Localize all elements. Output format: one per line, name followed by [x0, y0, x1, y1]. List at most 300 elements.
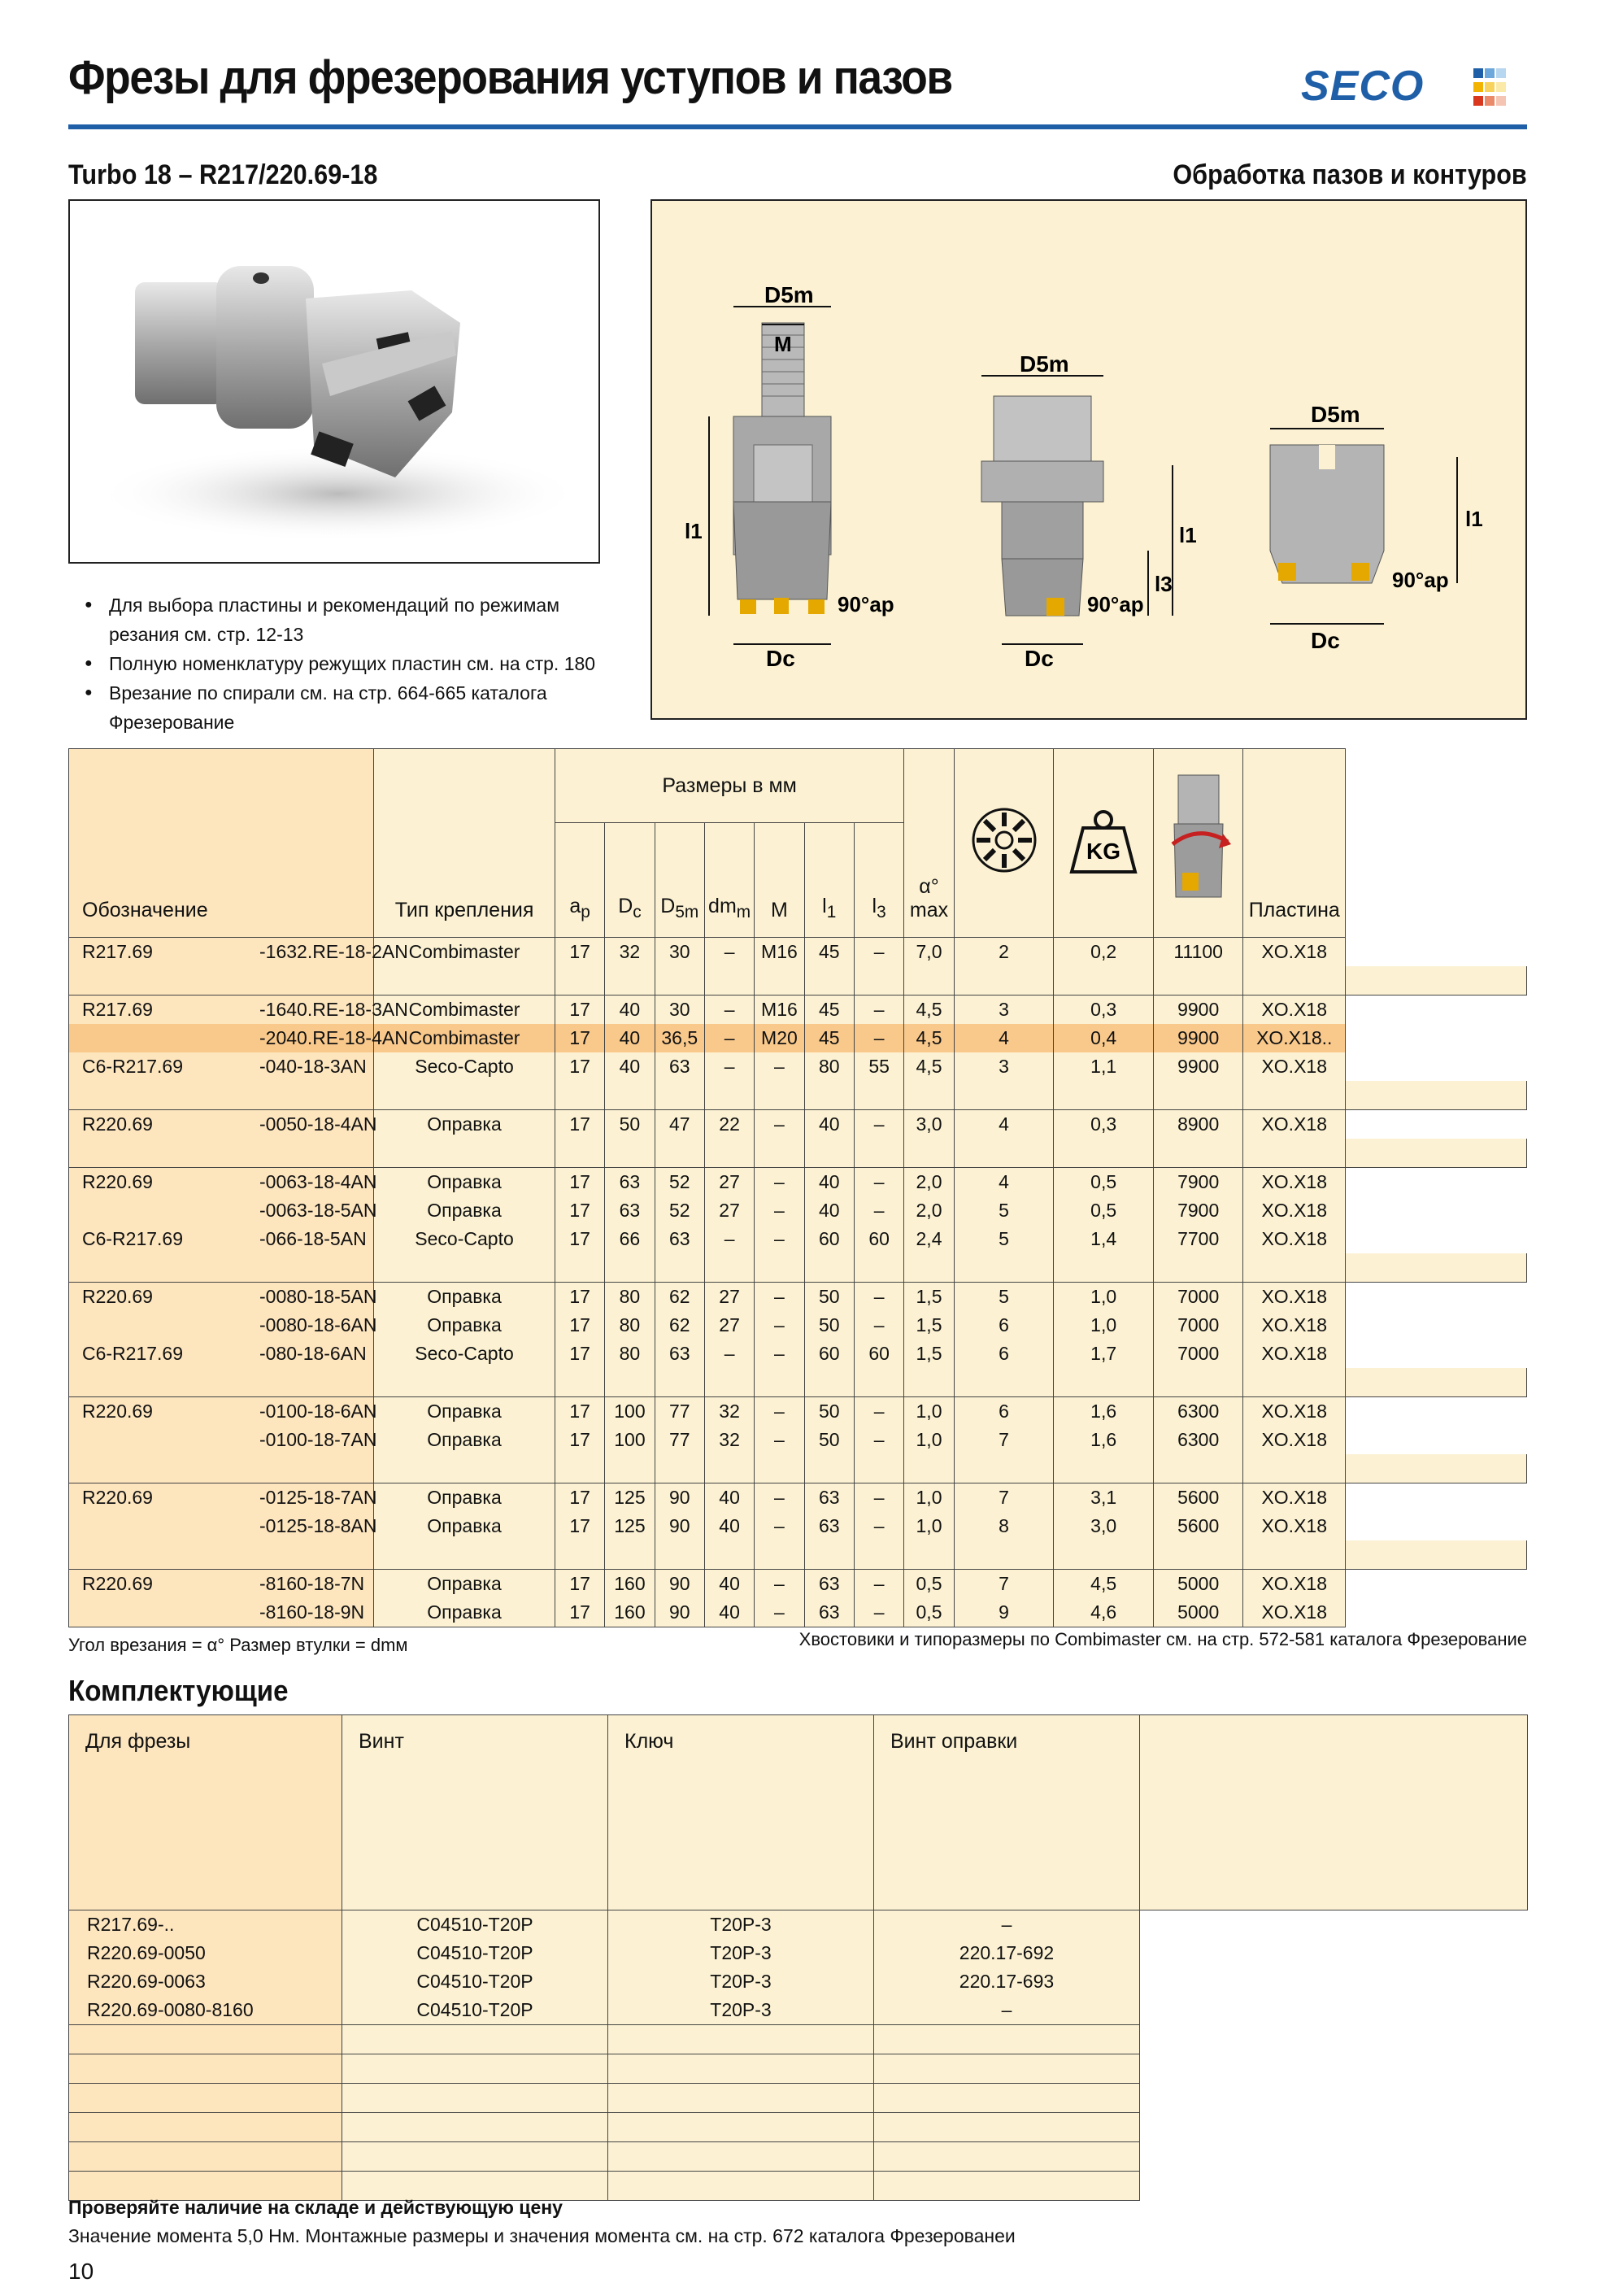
- clamping-cell: Combimaster: [374, 1024, 555, 1052]
- weight-cell: 3,1: [1054, 1483, 1154, 1513]
- insert-cell: XO.X18: [1243, 1196, 1346, 1225]
- acc-cutter-cell: R220.69-0080-8160: [69, 1996, 342, 2025]
- accessories-table: [68, 1714, 1528, 2201]
- rpm-cell: 5000: [1153, 1570, 1242, 1599]
- dc-cell: 40: [605, 996, 655, 1025]
- m-cell: –: [755, 1196, 804, 1225]
- l3-cell: –: [854, 1168, 903, 1197]
- rpm-cell: 5000: [1153, 1598, 1242, 1627]
- rpm-cell: 7700: [1153, 1225, 1242, 1253]
- designation-prefix: R217.69: [82, 999, 153, 1020]
- designation-cell: [69, 1052, 374, 1081]
- teeth-cell: 3: [954, 1052, 1054, 1081]
- l3-cell: –: [854, 1598, 903, 1627]
- designation-prefix: R217.69: [82, 941, 153, 962]
- dc-cell: 32: [605, 938, 655, 967]
- d5m-cell: 63: [655, 1225, 704, 1253]
- technical-drawing: [651, 199, 1527, 720]
- designation-code: -8160-18-9N: [259, 1601, 365, 1623]
- footnote-left: Угол врезания = α° Размер втулки = dmм: [68, 1635, 408, 1655]
- tools-table-body: [69, 938, 1527, 1627]
- d5m-cell: 90: [655, 1483, 704, 1513]
- alpha-cell: 0,5: [904, 1598, 954, 1627]
- logo-text: SECO: [1301, 63, 1425, 110]
- insert-cell: XO.X18: [1243, 1311, 1346, 1340]
- ap-cell: 17: [555, 1598, 604, 1627]
- ap-cell: 17: [555, 1512, 604, 1540]
- l1-cell: 50: [804, 1397, 854, 1427]
- m-cell: –: [755, 1168, 804, 1197]
- ap-cell: 17: [555, 1570, 604, 1599]
- table-row: [69, 1426, 1527, 1454]
- ap-cell: 17: [555, 1426, 604, 1454]
- l1-cell: 45: [804, 938, 854, 967]
- rpm-cell: 5600: [1153, 1512, 1242, 1540]
- label-angle-ap-3: 90°ap: [1392, 568, 1449, 592]
- d5m-cell: 63: [655, 1340, 704, 1368]
- insert-cell: XO.X18: [1243, 1168, 1346, 1197]
- weight-cell: 0,2: [1054, 938, 1154, 967]
- teeth-cell: 5: [954, 1225, 1054, 1253]
- ap-cell: 17: [555, 1110, 604, 1139]
- teeth-cell: 3: [954, 996, 1054, 1025]
- weight-cell: 1,0: [1054, 1311, 1154, 1340]
- m-cell: –: [755, 1225, 804, 1253]
- teeth-cell: 7: [954, 1570, 1054, 1599]
- ap-cell: 17: [555, 1196, 604, 1225]
- table-row: [69, 1598, 1527, 1627]
- m-cell: –: [755, 1311, 804, 1340]
- weight-cell: 1,6: [1054, 1426, 1154, 1454]
- m-cell: –: [755, 1283, 804, 1312]
- tools-table: [68, 748, 1527, 1627]
- l3-cell: –: [854, 1570, 903, 1599]
- m-cell: –: [755, 1397, 804, 1427]
- table-row: [69, 1397, 1527, 1427]
- ap-cell: 17: [555, 1311, 604, 1340]
- d5m-cell: 30: [655, 996, 704, 1025]
- insert-cell: XO.X18: [1243, 996, 1346, 1025]
- weight-cell: 0,4: [1054, 1024, 1154, 1052]
- acc-empty-column: [1140, 1715, 1528, 1910]
- acc-header-cutter: Для фрезы: [69, 1715, 342, 1910]
- d5m-cell: 77: [655, 1397, 704, 1427]
- alpha-cell: 2,0: [904, 1168, 954, 1197]
- l1-cell: 63: [804, 1570, 854, 1599]
- ap-cell: 17: [555, 1283, 604, 1312]
- l3-cell: –: [854, 1512, 903, 1540]
- m-cell: –: [755, 1110, 804, 1139]
- product-photo: [68, 199, 600, 564]
- dc-cell: 125: [605, 1512, 655, 1540]
- header-l3: $l_3$: [854, 823, 903, 938]
- insert-cell: XO.X18: [1243, 1598, 1346, 1627]
- teeth-cell: 6: [954, 1397, 1054, 1427]
- l1-cell: 63: [804, 1512, 854, 1540]
- dmm-cell: –: [704, 938, 754, 967]
- m-cell: –: [755, 1598, 804, 1627]
- teeth-cell: 4: [954, 1024, 1054, 1052]
- clamping-cell: Оправка: [374, 1570, 555, 1599]
- table-row: [69, 938, 1527, 967]
- dmm-cell: 32: [704, 1426, 754, 1454]
- designation-code: -0080-18-6AN: [259, 1314, 377, 1335]
- ap-cell: 17: [555, 1340, 604, 1368]
- insert-cell: XO.X18: [1243, 1283, 1346, 1312]
- alpha-cell: 1,0: [904, 1397, 954, 1427]
- table-row: [69, 1570, 1527, 1599]
- designation-cell: [69, 1483, 377, 1513]
- dc-cell: 100: [605, 1397, 655, 1427]
- ap-cell: 17: [555, 1168, 604, 1197]
- d5m-cell: 63: [655, 1052, 704, 1081]
- l3-cell: –: [854, 1483, 903, 1513]
- acc-header-arbor-screw: Винт оправки: [874, 1715, 1140, 1910]
- logo-squares-icon: [1473, 68, 1506, 106]
- clamping-cell: Combimaster: [374, 938, 555, 967]
- separator-row: [69, 1081, 1527, 1110]
- weight-cell: 4,6: [1054, 1598, 1154, 1627]
- designation-cell: [69, 1311, 377, 1340]
- acc-arbor-screw-cell: –: [874, 1910, 1140, 1940]
- l1-cell: 63: [804, 1483, 854, 1513]
- header-insert: Пластина: [1243, 749, 1346, 938]
- designation-cell: [69, 1225, 374, 1253]
- notes-list: [68, 590, 621, 737]
- weight-cell: 1,0: [1054, 1283, 1154, 1312]
- insert-cell: XO.X18: [1243, 1426, 1346, 1454]
- table-row: [69, 1283, 1527, 1312]
- designation-prefix: R220.69: [82, 1286, 153, 1307]
- l1-cell: 50: [804, 1283, 854, 1312]
- d5m-cell: 47: [655, 1110, 704, 1139]
- header-dimensions: Размеры в мм: [555, 749, 903, 823]
- table-row: [69, 1225, 1527, 1253]
- l1-cell: 63: [804, 1598, 854, 1627]
- dmm-cell: –: [704, 1052, 754, 1081]
- acc-empty-row: [69, 2025, 1528, 2054]
- dmm-cell: 27: [704, 1196, 754, 1225]
- l3-cell: –: [854, 1283, 903, 1312]
- dc-cell: 80: [605, 1311, 655, 1340]
- acc-screw-cell: C04510-T20P: [342, 1967, 608, 1996]
- alpha-cell: 4,5: [904, 1024, 954, 1052]
- dc-cell: 160: [605, 1598, 655, 1627]
- m-cell: –: [755, 1512, 804, 1540]
- l1-cell: 40: [804, 1196, 854, 1225]
- weight-cell: 0,5: [1054, 1196, 1154, 1225]
- milling-cutter-image: [70, 201, 598, 562]
- m-cell: –: [755, 1483, 804, 1513]
- header-l1: $l_1$: [804, 823, 854, 938]
- clamping-cell: Оправка: [374, 1311, 555, 1340]
- l3-cell: 60: [854, 1340, 903, 1368]
- acc-screw-cell: C04510-T20P: [342, 1996, 608, 2025]
- dc-cell: 50: [605, 1110, 655, 1139]
- page-title: Фрезы для фрезерования уступов и пазов: [68, 51, 952, 104]
- dmm-cell: 40: [704, 1512, 754, 1540]
- clamping-cell: Seco-Capto: [374, 1340, 555, 1368]
- m-cell: –: [755, 1340, 804, 1368]
- acc-row: [69, 1967, 1528, 1996]
- page-number: 10: [68, 2259, 94, 2284]
- label-l1: l1: [685, 519, 703, 543]
- designation-cell: [69, 1426, 377, 1454]
- rpm-cell: 6300: [1153, 1397, 1242, 1427]
- weight-cell: 0,3: [1054, 996, 1154, 1025]
- header-d5m: $D_{5m}$: [655, 823, 704, 938]
- label-dc-2: Dc: [1025, 646, 1054, 671]
- l3-cell: –: [854, 1110, 903, 1139]
- l1-cell: 50: [804, 1311, 854, 1340]
- designation-cell: [69, 1024, 408, 1052]
- rpm-cell: 11100: [1153, 938, 1242, 967]
- teeth-cell: 9: [954, 1598, 1054, 1627]
- designation-code: -0125-18-8AN: [259, 1515, 377, 1536]
- rpm-cell: 7000: [1153, 1311, 1242, 1340]
- m-cell: –: [755, 1426, 804, 1454]
- dc-cell: 63: [605, 1196, 655, 1225]
- alpha-cell: 7,0: [904, 938, 954, 967]
- insert-cell: XO.X18: [1243, 1225, 1346, 1253]
- teeth-cell: 8: [954, 1512, 1054, 1540]
- table-row: [69, 1024, 1527, 1052]
- acc-arbor-screw-cell: 220.17-692: [874, 1939, 1140, 1967]
- designation-prefix: R220.69: [82, 1113, 153, 1135]
- rpm-cell: 7900: [1153, 1168, 1242, 1197]
- designation-prefix: R220.69: [82, 1487, 153, 1508]
- designation-cell: [69, 1397, 377, 1427]
- clamping-cell: Оправка: [374, 1426, 555, 1454]
- designation-code: -0050-18-4AN: [259, 1113, 377, 1135]
- acc-key-cell: T20P-3: [608, 1967, 874, 1996]
- ap-cell: 17: [555, 938, 604, 967]
- acc-empty-row: [69, 2054, 1528, 2084]
- l1-cell: 50: [804, 1426, 854, 1454]
- l1-cell: 40: [804, 1110, 854, 1139]
- tool-2-drawing: [981, 396, 1103, 616]
- m-cell: M16: [755, 938, 804, 967]
- insert-cell: XO.X18: [1243, 1397, 1346, 1427]
- dc-cell: 66: [605, 1225, 655, 1253]
- rpm-cell: 7000: [1153, 1340, 1242, 1368]
- designation-cell: [69, 1512, 377, 1540]
- rpm-cell: 6300: [1153, 1426, 1242, 1454]
- alpha-cell: 3,0: [904, 1110, 954, 1139]
- tool-3-drawing: [1270, 445, 1384, 583]
- note-item: ● Полную номенклатуру режущих пластин см. на стр. 180: [88, 649, 621, 678]
- teeth-cell: 6: [954, 1340, 1054, 1368]
- clamping-cell: Оправка: [374, 1283, 555, 1312]
- separator-row: [69, 1139, 1527, 1168]
- insert-cell: XO.X18: [1243, 1340, 1346, 1368]
- dmm-cell: 27: [704, 1168, 754, 1197]
- rpm-cell: 8900: [1153, 1110, 1242, 1139]
- dmm-cell: 22: [704, 1110, 754, 1139]
- label-dc: Dc: [766, 646, 795, 671]
- designation-prefix: R220.69: [82, 1401, 153, 1422]
- ap-cell: 17: [555, 1024, 604, 1052]
- insert-cell: XO.X18: [1243, 1052, 1346, 1081]
- acc-row: [69, 1996, 1528, 2025]
- alpha-cell: 1,0: [904, 1483, 954, 1513]
- designation-prefix: C6-R217.69: [82, 1056, 184, 1077]
- acc-key-cell: T20P-3: [608, 1939, 874, 1967]
- designation-cell: [69, 1570, 374, 1599]
- designation-prefix: C6-R217.69: [82, 1228, 184, 1249]
- acc-row: [69, 1910, 1528, 1940]
- designation-code: -8160-18-7N: [259, 1573, 365, 1594]
- table-row: [69, 1340, 1527, 1368]
- header-clamping: Тип крепления: [374, 749, 555, 938]
- insert-cell: XO.X18: [1243, 1483, 1346, 1513]
- header-dc: $D_c$: [605, 823, 655, 938]
- clamping-cell: Seco-Capto: [374, 1225, 555, 1253]
- d5m-cell: 30: [655, 938, 704, 967]
- teeth-cell: 5: [954, 1283, 1054, 1312]
- l3-cell: –: [854, 1426, 903, 1454]
- clamping-cell: Оправка: [374, 1196, 555, 1225]
- designation-cell: [69, 996, 408, 1025]
- designation-cell: [69, 1168, 377, 1197]
- acc-header-key: Ключ: [608, 1715, 874, 1910]
- insert-cell: XO.X18: [1243, 938, 1346, 967]
- dmm-cell: 27: [704, 1311, 754, 1340]
- table-row: [69, 1311, 1527, 1340]
- weight-cell: 0,3: [1054, 1110, 1154, 1139]
- acc-screw-cell: C04510-T20P: [342, 1939, 608, 1967]
- l1-cell: 80: [804, 1052, 854, 1081]
- teeth-cell: 7: [954, 1483, 1054, 1513]
- weight-label: KG: [1086, 839, 1121, 864]
- designation-code: -0063-18-5AN: [259, 1200, 377, 1221]
- l3-cell: –: [854, 996, 903, 1025]
- ap-cell: 17: [555, 996, 604, 1025]
- m-cell: –: [755, 1570, 804, 1599]
- weight-cell: 3,0: [1054, 1512, 1154, 1540]
- alpha-cell: 2,4: [904, 1225, 954, 1253]
- m-cell: M16: [755, 996, 804, 1025]
- designation-cell: [69, 938, 408, 967]
- l3-cell: –: [854, 938, 903, 967]
- designation-prefix: R220.69: [82, 1573, 153, 1594]
- acc-screw-cell: C04510-T20P: [342, 1910, 608, 1940]
- d5m-cell: 90: [655, 1512, 704, 1540]
- acc-cutter-cell: R217.69-..: [69, 1910, 342, 1940]
- dmm-cell: –: [704, 1340, 754, 1368]
- l3-cell: –: [854, 1196, 903, 1225]
- title-rule: [68, 124, 1527, 129]
- d5m-cell: 90: [655, 1598, 704, 1627]
- clamping-cell: Оправка: [374, 1168, 555, 1197]
- label-angle-ap-2: 90°ap: [1087, 592, 1144, 616]
- designation-code: -1640.RE-18-3AN: [259, 999, 408, 1020]
- rpm-cell: 9900: [1153, 996, 1242, 1025]
- alpha-cell: 0,5: [904, 1570, 954, 1599]
- dmm-cell: 40: [704, 1483, 754, 1513]
- designation-code: -040-18-3AN: [259, 1056, 367, 1077]
- table-row: [69, 1512, 1527, 1540]
- weight-cell: 1,6: [1054, 1397, 1154, 1427]
- acc-empty-row: [69, 2084, 1528, 2113]
- acc-arbor-screw-cell: –: [874, 1996, 1140, 2025]
- teeth-cell: 4: [954, 1168, 1054, 1197]
- clamping-cell: Оправка: [374, 1110, 555, 1139]
- separator-row: [69, 1253, 1527, 1283]
- designation-cell: [69, 1598, 374, 1627]
- dmm-cell: 27: [704, 1283, 754, 1312]
- dmm-cell: 40: [704, 1598, 754, 1627]
- l3-cell: –: [854, 1311, 903, 1340]
- rpm-cell: 7900: [1153, 1196, 1242, 1225]
- alpha-cell: 4,5: [904, 1052, 954, 1081]
- rpm-cell: 9900: [1153, 1052, 1242, 1081]
- d5m-cell: 77: [655, 1426, 704, 1454]
- table-row: [69, 1483, 1527, 1513]
- l1-cell: 45: [804, 996, 854, 1025]
- alpha-cell: 1,5: [904, 1340, 954, 1368]
- m-cell: –: [755, 1052, 804, 1081]
- ap-cell: 17: [555, 1225, 604, 1253]
- label-m: M: [774, 332, 792, 356]
- ap-cell: 17: [555, 1483, 604, 1513]
- dmm-cell: 32: [704, 1397, 754, 1427]
- weight-kg-icon: [1067, 804, 1140, 877]
- header-rpm: [1153, 749, 1242, 938]
- teeth-cell: 4: [954, 1110, 1054, 1139]
- header-dmm: $dm_m$: [704, 823, 754, 938]
- ap-cell: 17: [555, 1397, 604, 1427]
- torque-note: Значение момента 5,0 Нм. Монтажные размеры и значения момента см. на стр. 672 каталога Фрезерованеи: [68, 2225, 1016, 2246]
- alpha-cell: 1,5: [904, 1283, 954, 1312]
- product-subtitle: Turbo 18 – R217/220.69-18: [68, 159, 378, 190]
- designation-code: -2040.RE-18-4AN: [259, 1027, 408, 1048]
- designation-cell: [69, 1283, 377, 1312]
- table-row: [69, 996, 1527, 1025]
- designation-cell: [69, 1110, 377, 1139]
- dmm-cell: 40: [704, 1570, 754, 1599]
- acc-key-cell: T20P-3: [608, 1996, 874, 2025]
- insert-cell: XO.X18..: [1243, 1024, 1346, 1052]
- d5m-cell: 52: [655, 1196, 704, 1225]
- acc-arbor-screw-cell: 220.17-693: [874, 1967, 1140, 1996]
- separator-row: [69, 966, 1527, 996]
- stock-note: Проверяйте наличие на складе и действующую цену: [68, 2197, 563, 2218]
- clamping-cell: Combimaster: [374, 996, 555, 1025]
- dc-cell: 40: [605, 1052, 655, 1081]
- separator-row: [69, 1540, 1527, 1570]
- insert-cell: XO.X18: [1243, 1110, 1346, 1139]
- clamping-cell: Оправка: [374, 1512, 555, 1540]
- table-row: [69, 1168, 1527, 1197]
- l3-cell: 60: [854, 1225, 903, 1253]
- header-weight: [1054, 749, 1154, 938]
- note-item: ● Для выбора пластины и рекомендаций по режимам резания см. стр. 12-13: [88, 590, 621, 649]
- designation-code: -1632.RE-18-2AN: [259, 941, 408, 962]
- table-row: [69, 1110, 1527, 1139]
- rpm-cell: 7000: [1153, 1283, 1242, 1312]
- weight-cell: 1,7: [1054, 1340, 1154, 1368]
- l3-cell: 55: [854, 1052, 903, 1081]
- separator-row: [69, 1368, 1527, 1397]
- header-teeth: [954, 749, 1054, 938]
- designation-code: -0100-18-7AN: [259, 1429, 377, 1450]
- label-d5m-3: D5m: [1311, 402, 1360, 427]
- dc-cell: 80: [605, 1283, 655, 1312]
- teeth-cell: 2: [954, 938, 1054, 967]
- d5m-cell: 36,5: [655, 1024, 704, 1052]
- weight-cell: 1,4: [1054, 1225, 1154, 1253]
